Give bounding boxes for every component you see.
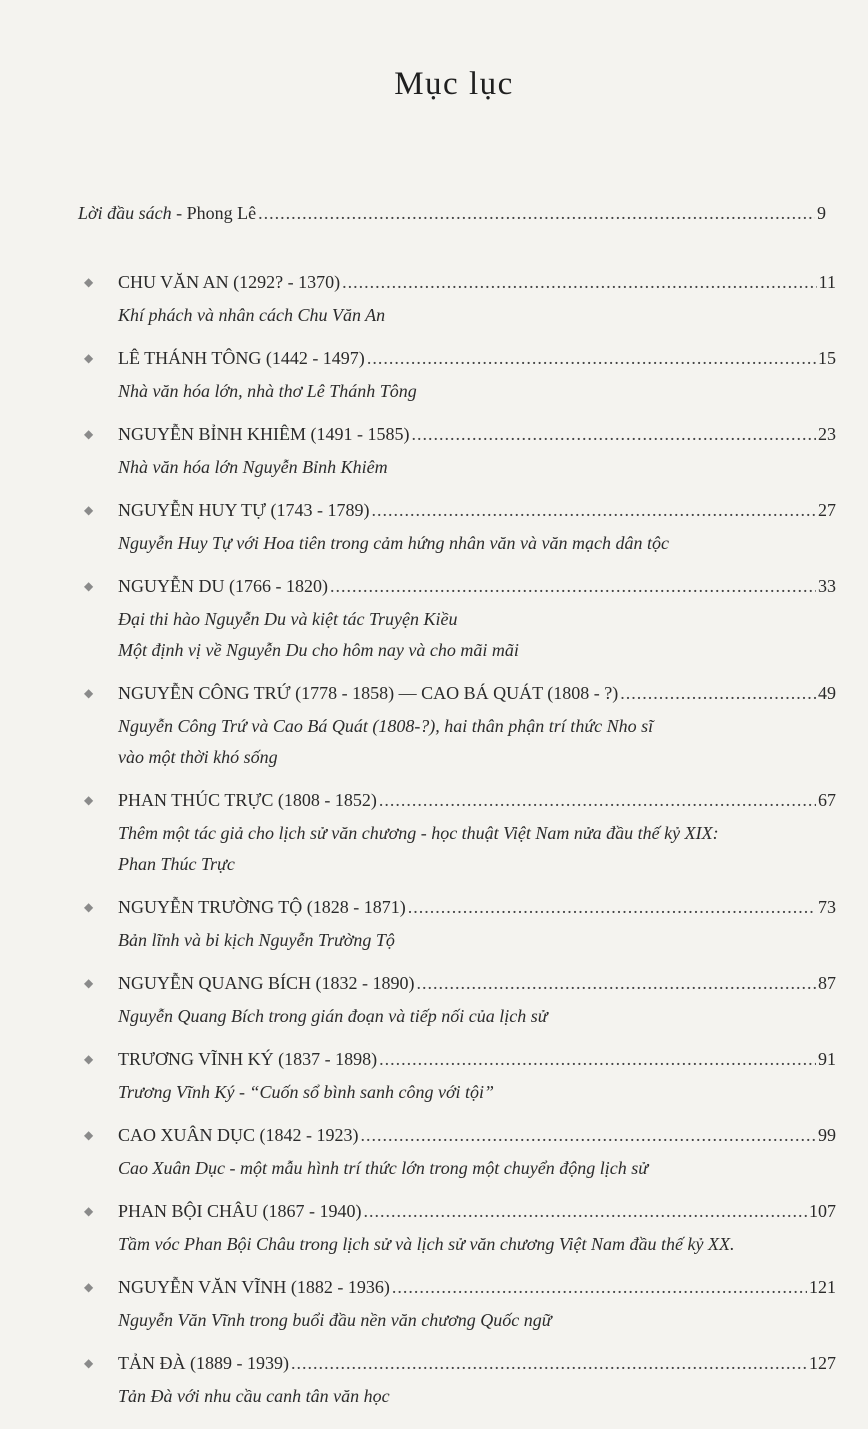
toc-entry [0, 683, 868, 773]
leader-dots [364, 1201, 808, 1222]
entry-essay-title: Nguyễn Huy Tự với Hoa tiên trong cảm hứng nhân văn và văn mạch dân tộc [118, 533, 669, 553]
leader-dots [330, 576, 816, 597]
foreword-entry [78, 203, 826, 224]
entry-heading-line [118, 500, 836, 528]
diamond-bullet-icon [84, 902, 94, 912]
diamond-bullet-icon [84, 277, 94, 287]
entry-page-number: 91 [818, 1049, 836, 1069]
toc-entry [0, 973, 868, 1032]
entry-heading-line [118, 1201, 836, 1229]
entry-heading-line [118, 424, 836, 452]
entry-page-number: 121 [809, 1277, 836, 1297]
entry-author-name: PHAN BỘI CHÂU (1867 - 1940) [118, 1201, 362, 1221]
entry-heading-line [118, 1353, 836, 1381]
diamond-bullet-icon [84, 353, 94, 363]
entry-heading-line [118, 1125, 836, 1153]
diamond-bullet-icon [84, 429, 94, 439]
diamond-bullet-icon [84, 581, 94, 591]
toc-entry [0, 1125, 868, 1184]
diamond-bullet-icon [84, 795, 94, 805]
entry-essay-title: Nguyễn Văn Vĩnh trong buổi đầu nền văn chương Quốc ngữ [118, 1310, 552, 1330]
toc-entry [0, 576, 868, 666]
entry-essay-title: Phan Thúc Trực [118, 854, 235, 874]
entry-author-name: NGUYỄN TRƯỜNG TỘ (1828 - 1871) [118, 897, 406, 917]
leader-dots [392, 1277, 807, 1298]
leader-dots [379, 1049, 816, 1070]
diamond-bullet-icon [84, 978, 94, 988]
entry-essay-title: Nhà văn hóa lớn, nhà thơ Lê Thánh Tông [118, 381, 417, 401]
entry-author-name: NGUYỄN DU (1766 - 1820) [118, 576, 328, 596]
entry-heading-line [118, 790, 836, 818]
entry-page-number: 73 [818, 897, 836, 917]
leader-dots [411, 424, 816, 445]
entry-author-name: LÊ THÁNH TÔNG (1442 - 1497) [118, 348, 365, 368]
entry-page-number: 127 [809, 1353, 836, 1373]
entry-page-number: 15 [818, 348, 836, 368]
entry-page-number: 49 [818, 683, 836, 703]
entry-page-number: 23 [818, 424, 836, 444]
toc-entry [0, 348, 868, 407]
foreword-page-number: 9 [817, 203, 826, 223]
leader-dots [379, 790, 816, 811]
entry-author-name: NGUYỄN VĂN VĨNH (1882 - 1936) [118, 1277, 390, 1297]
entry-author-name: NGUYỄN HUY TỰ (1743 - 1789) [118, 500, 370, 520]
toc-entry [0, 424, 868, 483]
diamond-bullet-icon [84, 505, 94, 515]
entry-author-name: NGUYỄN CÔNG TRỨ (1778 - 1858) — CAO BÁ QUÁT (1808 - ?) [118, 683, 619, 703]
toc-entries [0, 272, 868, 1429]
entry-essay-title: Một định vị về Nguyễn Du cho hôm nay và cho mãi mãi [118, 640, 519, 660]
toc-entry [0, 1049, 868, 1108]
entry-page-number: 107 [809, 1201, 836, 1221]
leader-dots [361, 1125, 817, 1146]
diamond-bullet-icon [84, 1282, 94, 1292]
entry-author-name: NGUYỄN BỈNH KHIÊM (1491 - 1585) [118, 424, 410, 444]
diamond-bullet-icon [84, 1054, 94, 1064]
toc-entry [0, 897, 868, 956]
leader-dots [416, 973, 816, 994]
entry-essay-title: Trương Vĩnh Ký - “Cuốn sổ bình sanh công với tội” [118, 1082, 495, 1102]
toc-entry [0, 500, 868, 559]
entry-heading-line [118, 973, 836, 1001]
diamond-bullet-icon [84, 688, 94, 698]
entry-heading-line [118, 683, 836, 711]
toc-entry [0, 790, 868, 880]
leader-dots [258, 203, 815, 224]
entry-page-number: 87 [818, 973, 836, 993]
entry-author-name: TẢN ĐÀ (1889 - 1939) [118, 1353, 289, 1373]
entry-page-number: 33 [818, 576, 836, 596]
entry-heading-line [118, 897, 836, 925]
page-title: Mục lục [394, 66, 514, 102]
entry-essay-title: Nguyễn Công Trứ và Cao Bá Quát (1808-?), hai thân phận trí thức Nho sĩ [118, 716, 654, 736]
toc-entry [0, 1277, 868, 1336]
entry-essay-title: Khí phách và nhân cách Chu Văn An [118, 305, 386, 325]
entry-page-number: 11 [818, 272, 836, 292]
entry-essay-title: Tầm vóc Phan Bội Châu trong lịch sử và lịch sử văn chương Việt Nam đầu thế kỷ XX. [118, 1234, 735, 1254]
entry-essay-title: Bản lĩnh và bi kịch Nguyễn Trường Tộ [118, 930, 395, 950]
leader-dots [291, 1353, 807, 1374]
foreword-title: Lời đầu sách [78, 203, 172, 223]
entry-heading-line [118, 272, 836, 300]
entry-essay-title: Đại thi hào Nguyễn Du và kiệt tác Truyện Kiều [118, 609, 458, 629]
entry-essay-title: Nhà văn hóa lớn Nguyễn Bỉnh Khiêm [118, 457, 388, 477]
entry-page-number: 99 [818, 1125, 836, 1145]
entry-author-name: NGUYỄN QUANG BÍCH (1832 - 1890) [118, 973, 415, 993]
leader-dots [408, 897, 816, 918]
entry-heading-line [118, 576, 836, 604]
entry-author-name: CAO XUÂN DỤC (1842 - 1923) [118, 1125, 359, 1145]
entry-essay-title: vào một thời khó sống [118, 747, 278, 767]
entry-essay-title: Tản Đà với nhu cầu canh tân văn học [118, 1386, 390, 1406]
leader-dots [342, 272, 817, 293]
entry-essay-title: Cao Xuân Dục - một mẫu hình trí thức lớn trong một chuyển động lịch sử [118, 1158, 649, 1178]
diamond-bullet-icon [84, 1130, 94, 1140]
entry-author-name: TRƯƠNG VĨNH KÝ (1837 - 1898) [118, 1049, 378, 1069]
entry-essay-title: Nguyễn Quang Bích trong gián đoạn và tiếp nối của lịch sử [118, 1006, 548, 1026]
entry-heading-line [118, 1277, 836, 1305]
toc-entry [0, 1201, 868, 1260]
entry-author-name: CHU VĂN AN (1292? - 1370) [118, 272, 341, 292]
leader-dots [367, 348, 816, 369]
toc-entry [0, 1353, 868, 1412]
toc-entry [0, 272, 868, 331]
leader-dots [371, 500, 816, 521]
entry-essay-title: Thêm một tác giả cho lịch sử văn chương - học thuật Việt Nam nửa đầu thế kỷ XIX: [118, 823, 719, 843]
entry-page-number: 27 [818, 500, 836, 520]
entry-heading-line [118, 348, 836, 376]
leader-dots [620, 683, 816, 704]
diamond-bullet-icon [84, 1206, 94, 1216]
entry-author-name: PHAN THÚC TRỰC (1808 - 1852) [118, 790, 377, 810]
entry-heading-line [118, 1049, 836, 1077]
foreword-author: - Phong Lê [171, 203, 257, 223]
entry-page-number: 67 [818, 790, 836, 810]
